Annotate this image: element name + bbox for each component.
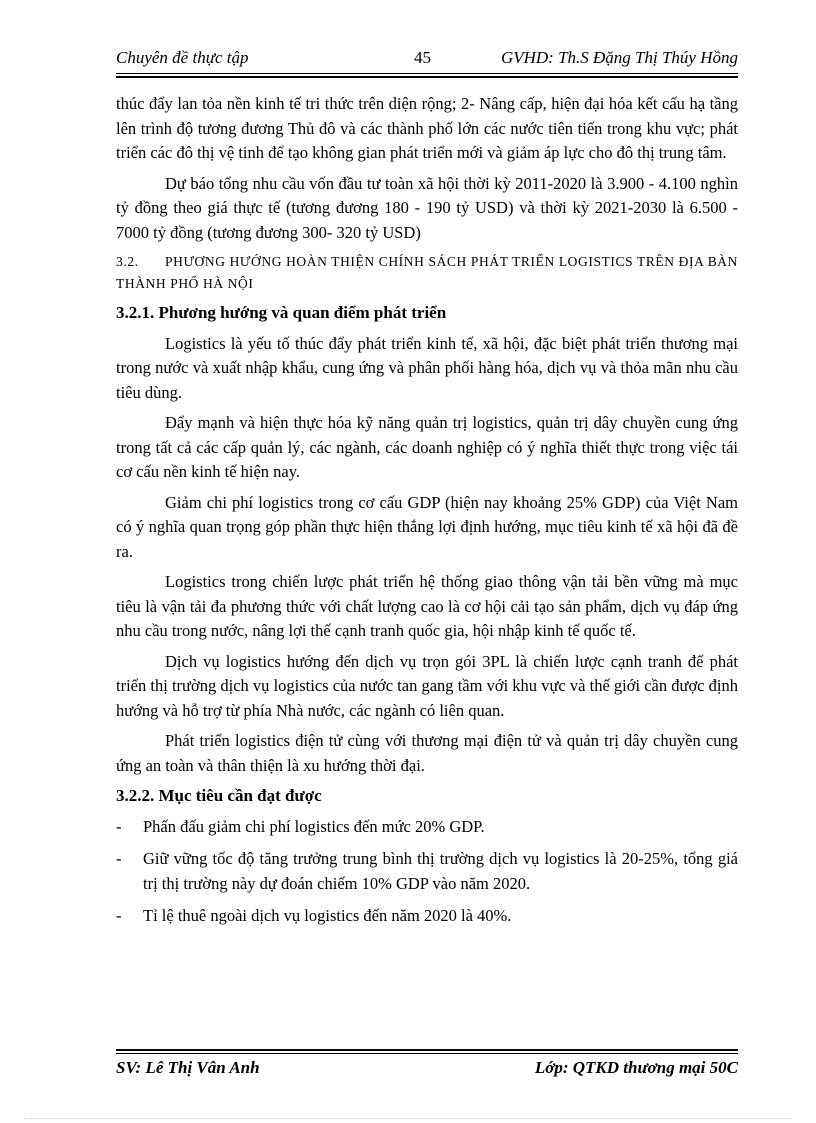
paragraph: Phát triển logistics điện tử cùng với thương mại điện tử và quản trị dây chuyền cung ứng an toàn và thân thiện là xu hướng thời đại. (116, 731, 738, 775)
list-item-text: Tỉ lệ thuê ngoài dịch vụ logistics đến năm 2020 là 40%. (143, 906, 512, 925)
paragraph: Logistics trong chiến lược phát triển hệ thống giao thông vận tải bền vững mà mục tiêu là vận tải đa phương thức với chất lượng cao là cơ hội cải tạo sản phẩm, dịch vụ đáp ứng nhu cầu trong nước, nâng lợi thế cạnh tranh quốc gia, hội nhập kinh tế quốc tế. (116, 572, 738, 640)
list-item-text: Giữ vững tốc độ tăng trưởng trung bình thị trường dịch vụ logistics là 20-25%, tổng giá trị thị trường này dự đoán chiếm 10% GDP vào năm 2020. (143, 849, 738, 893)
subsection-heading: 3.2.2. Mục tiêu cần đạt được (116, 786, 322, 805)
footer-rule-thick (116, 1049, 738, 1051)
page-edge-divider (24, 1118, 792, 1119)
list-item (116, 847, 738, 896)
header-supervisor: GVHD: Th.S Đặng Thị Thúy Hồng (500, 48, 738, 67)
bullet-dash: - (116, 906, 122, 925)
paragraph: Dịch vụ logistics hướng đến dịch vụ trọn gói 3PL là chiến lược cạnh tranh để phát triển thị trường dịch vụ logistics của nước tan gang tầm với khu vực và thế giới cần được định hướng và hỗ trợ từ phía Nhà nước, các ngành có liên quan. (116, 651, 738, 720)
header-rule-thick (116, 76, 738, 78)
footer-class-name: Lớp: QTKD thương mại 50C (534, 1058, 738, 1077)
page-body (116, 92, 738, 937)
footer-student-name: SV: Lê Thị Vân Anh (116, 1058, 260, 1077)
page-number: 45 (414, 48, 431, 67)
paragraph: Đẩy mạnh và hiện thực hóa kỹ năng quản trị logistics, quản trị dây chuyền cung ứng trong tất cả các cấp quản lý, các ngành, các doanh nghiệp có ý nghĩa thiết thực trong việc tái cơ cấu nền kinh tế hiện nay. (116, 413, 738, 481)
list-item (116, 904, 738, 929)
header-report-title: Chuyên đề thực tập (116, 48, 249, 67)
paragraph: thúc đẩy lan tỏa nền kinh tế tri thức trên diện rộng; 2- Nâng cấp, hiện đại hóa kết cấu hạ tầng lên trình độ tương đương Thủ đô và các thành phố lớn các nước tiên tiến trong khu vực; phát triển các đô thị vệ tinh để tạo không gian phát triển mới và giảm áp lực cho đô thị trung tâm. (116, 94, 738, 162)
list-item-text: Phấn đấu giảm chi phí logistics đến mức 20% GDP. (143, 816, 485, 836)
section-number: 3.2. (116, 254, 139, 269)
paragraph: Dự báo tổng nhu cầu vốn đầu tư toàn xã hội thời kỳ 2011-2020 là 3.900 - 4.100 nghìn tỷ đồng theo giá thực tế (tương đương 180 - 190 tỷ USD) và thời kỳ 2021-2030 là 6.500 - 7000 tỷ đồng (tương đương 300- 320 tỷ USD) (116, 173, 738, 242)
section-title: PHƯƠNG HƯỚNG HOÀN THIỆN CHÍNH SÁCH PHÁT TRIỂN LOGISTICS TRÊN ĐỊA BÀN THÀNH PHỐ HÀ NỘI (116, 254, 738, 291)
document-page (116, 0, 738, 1123)
bullet-dash: - (116, 816, 122, 836)
footer-rule-thin (116, 1053, 738, 1054)
section-heading (116, 251, 738, 295)
header-rule-thin (116, 73, 738, 74)
subsection-heading: 3.2.1. Phương hướng và quan điểm phát triển (116, 303, 447, 322)
list-item (116, 815, 738, 840)
paragraph: Giảm chi phí logistics trong cơ cấu GDP (hiện nay khoảng 25% GDP) của Việt Nam có ý nghĩa quan trọng góp phần thực hiện thắng lợi định hướng, mục tiêu kinh tế xã hội đã đề ra. (116, 492, 738, 561)
paragraph: Logistics là yếu tố thúc đẩy phát triển kinh tế, xã hội, đặc biệt phát triển thương mại trong nước và xuất nhập khẩu, cung ứng và phân phối hàng hóa, dịch vụ và thỏa mãn nhu cầu tiêu dùng. (116, 333, 738, 402)
bullet-dash: - (116, 849, 122, 868)
